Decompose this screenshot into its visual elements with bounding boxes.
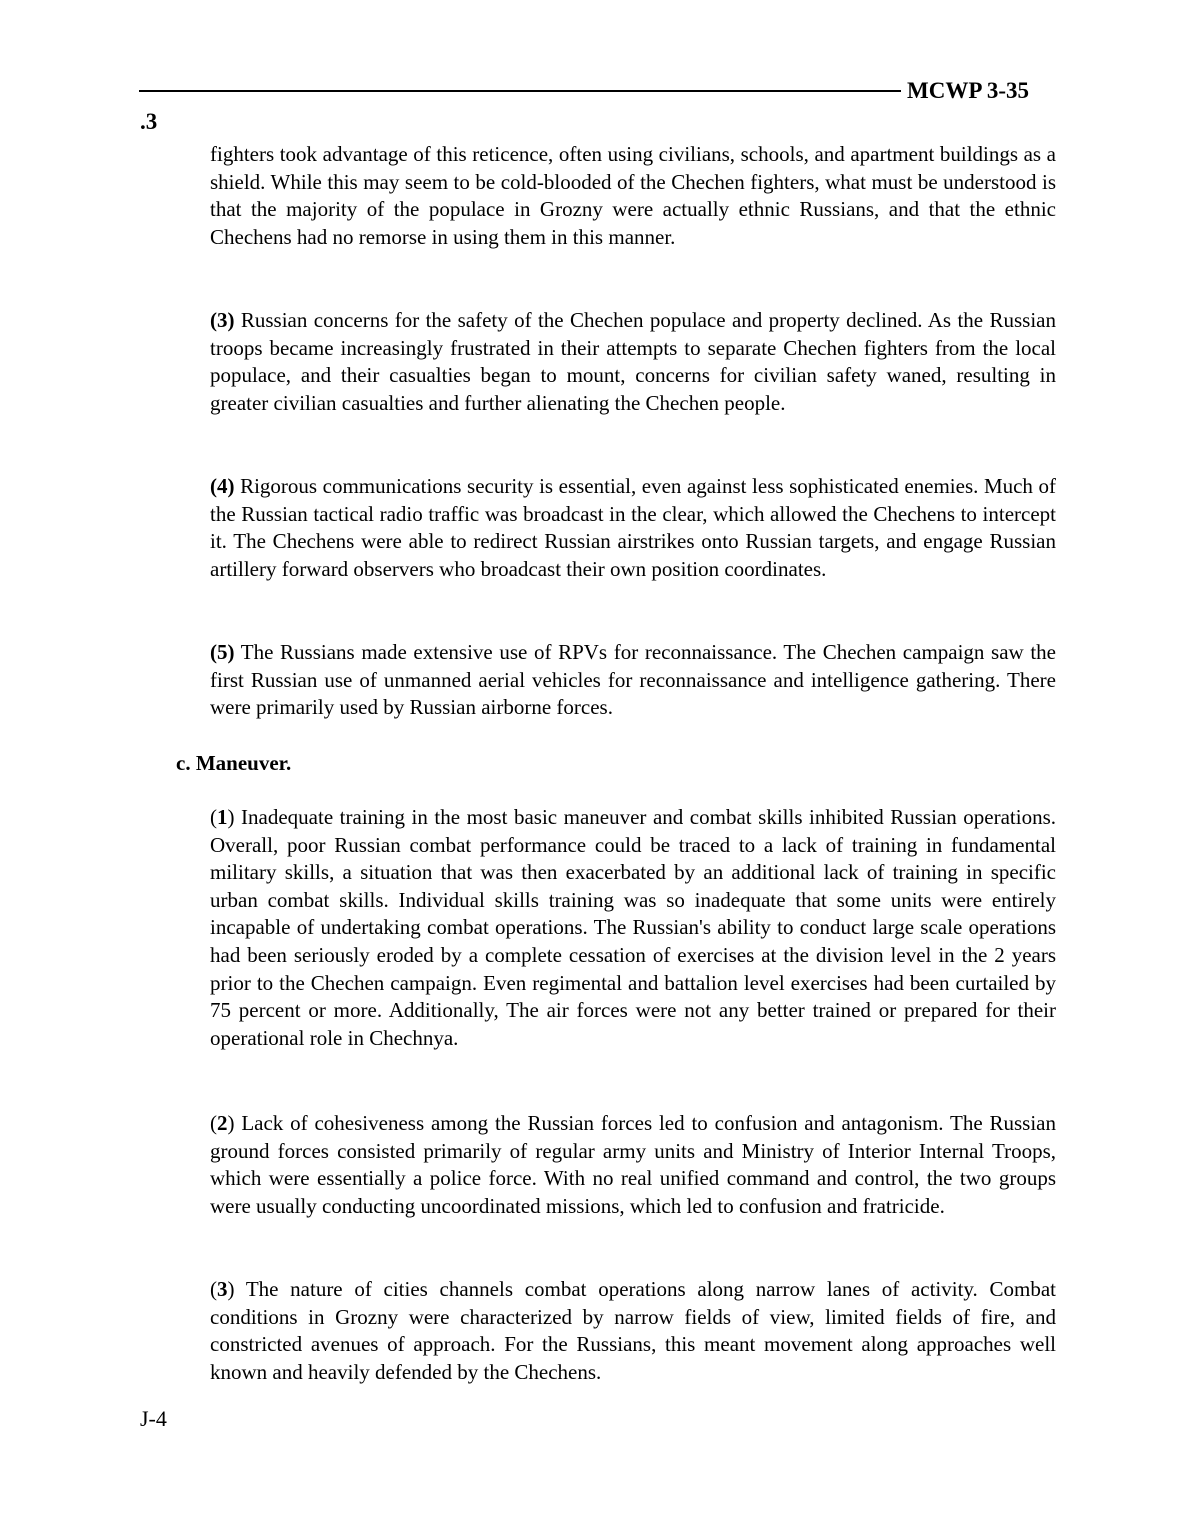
paragraph-b4 bbox=[210, 473, 1056, 583]
section-marker: .3 bbox=[140, 109, 158, 134]
paragraph-number-close: ) bbox=[227, 805, 235, 829]
paragraph-text: Russian concerns for the safety of the Chechen populace and property declined. As the Russian troops became increasingly frustrated in their attempts to separate Chechen fighters from the local populace, and their casualties began to mount, concerns for civilian safety waned, resulting in greater civilian casualties and further alienating the Chechen people. bbox=[210, 308, 1056, 415]
subsection-heading: c. Maneuver. bbox=[176, 751, 292, 775]
paragraph-number: (3) bbox=[210, 308, 235, 332]
paragraph-c1 bbox=[210, 804, 1056, 1052]
page-number: J-4 bbox=[140, 1406, 167, 1431]
paragraph-b5 bbox=[210, 639, 1056, 722]
paragraph-number: (4) bbox=[210, 474, 235, 498]
paragraph-text: The nature of cities channels combat operations along narrow lanes of activity. Combat conditions in Grozny were characterized by narrow fields of view, limited fields of fire, and constricted avenues of approach. For the Russians, this meant movement along approaches well known and heavily defended by the Chechens. bbox=[210, 1277, 1056, 1384]
paragraph-number-close: ) bbox=[227, 1111, 235, 1135]
header-rule bbox=[139, 90, 901, 92]
paragraph-number-open: ( bbox=[210, 805, 217, 829]
intro-paragraph-text: fighters took advantage of this reticence, often using civilians, schools, and apartment buildings as a shield. While this may seem to be cold-blooded of the Chechen fighters, what must be understood is that the majority of the populace in Grozny were actually ethnic Russians, and that the ethnic Chechens had no remorse in using them in this manner. bbox=[210, 142, 1056, 249]
paragraph-c2 bbox=[210, 1110, 1056, 1220]
paragraph-number: 2 bbox=[217, 1111, 228, 1135]
intro-paragraph bbox=[210, 141, 1056, 251]
paragraph-text: Inadequate training in the most basic maneuver and combat skills inhibited Russian operations. Overall, poor Russian combat performance could be traced to a lack of training in fundamental military skills, a situation that was then exacerbated by an additional lack of training in specific urban combat skills. Individual skills training was so inadequate that some units were entirely incapable of undertaking combat operations. The Russian's ability to conduct large scale operations had been seriously eroded by a complete cessation of exercises at the division level in the 2 years prior to the Chechen campaign. Even regimental and battalion level exercises had been curtailed by 75 percent or more. Additionally, The air forces were not any better trained or prepared for their operational role in Chechnya. bbox=[210, 805, 1056, 1050]
paragraph-number-close: ) bbox=[227, 1277, 235, 1301]
paragraph-b3 bbox=[210, 307, 1056, 417]
paragraph-number: (5) bbox=[210, 640, 235, 664]
paragraph-c3 bbox=[210, 1276, 1056, 1386]
paragraph-number-open: ( bbox=[210, 1277, 217, 1301]
paragraph-number: 3 bbox=[217, 1277, 228, 1301]
paragraph-text: The Russians made extensive use of RPVs for reconnaissance. The Chechen campaign saw the first Russian use of unmanned aerial vehicles for reconnaissance and intelligence gathering. There were primarily used by Russian airborne forces. bbox=[210, 640, 1056, 720]
paragraph-text: Lack of cohesiveness among the Russian forces led to confusion and antagonism. The Russian ground forces consisted primarily of regular army units and Ministry of Interior Internal Troops, which were essentially a police force. With no real unified command and control, the two groups were usually conducting uncoordinated missions, which led to confusion and fratricide. bbox=[210, 1111, 1056, 1218]
paragraph-number: 1 bbox=[217, 805, 228, 829]
paragraph-number-open: ( bbox=[210, 1111, 217, 1135]
paragraph-text: Rigorous communications security is essential, even against less sophisticated enemies. Much of the Russian tactical radio traffic was broadcast in the clear, which allowed the Chechens to intercept it. The Chechens were able to redirect Russian airstrikes onto Russian targets, and engage Russian artillery forward observers who broadcast their own position coordinates. bbox=[210, 474, 1056, 581]
document-id: MCWP 3-35 bbox=[907, 78, 1030, 103]
